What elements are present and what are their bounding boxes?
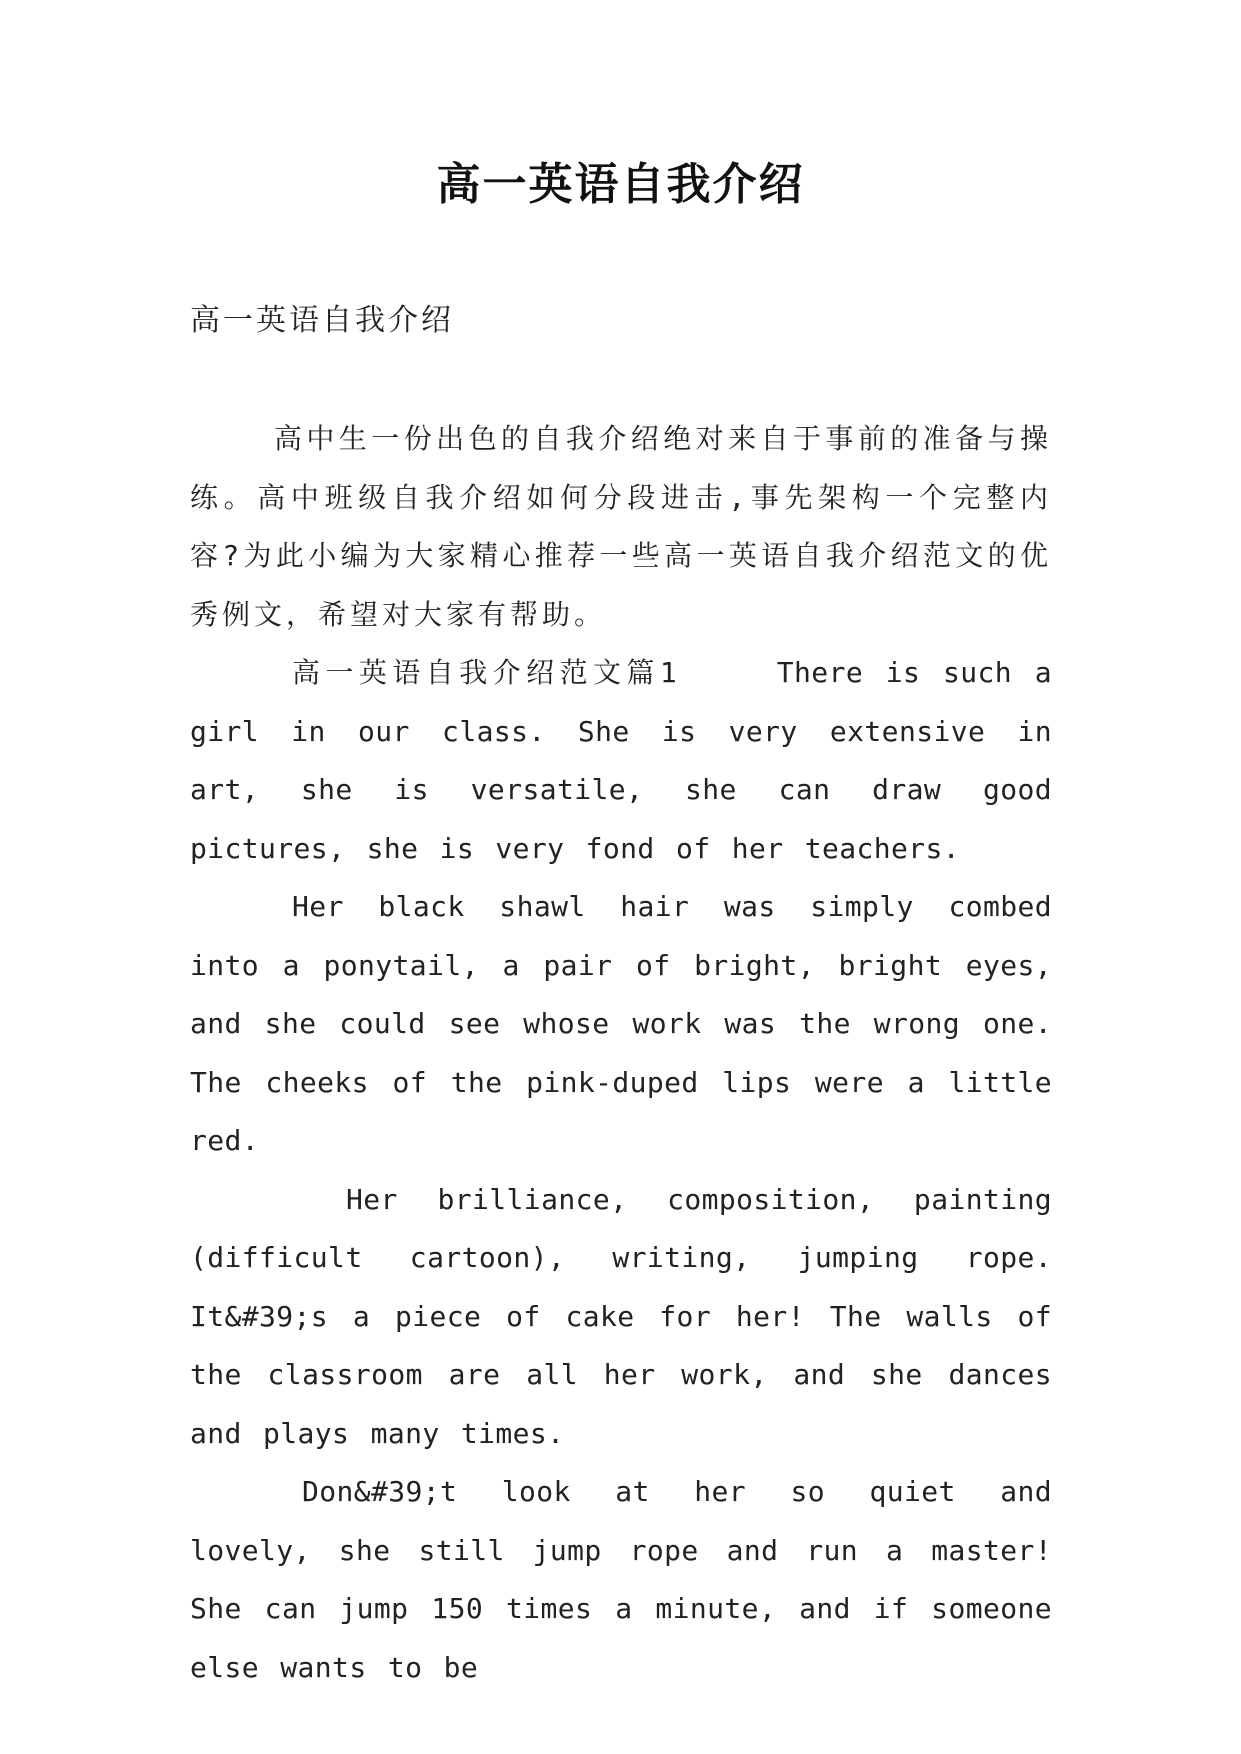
document-title: 高一英语自我介绍 xyxy=(436,159,805,210)
document-subtitle: 高一英语自我介绍 xyxy=(190,303,454,338)
body-paragraph-appearance: Her black shawl hair was simply combed into a ponytail, a pair of bright, bright eyes, and she could see whose work was the wrong one. The cheeks of the pink-duped lips were a little red. xyxy=(190,890,1052,1157)
body-paragraph-jump-rope: Don&#39;t look at her so quiet and lovely, she still jump rope and run a master! She can jump 150 times a minute, and if someone else wants to be xyxy=(190,1475,1052,1684)
section-1-paragraph xyxy=(190,644,1052,878)
intro-paragraph: 高中生一份出色的自我介绍绝对来自于事前的准备与操练。高中班级自我介绍如何分段进击,事先架构一个完整内容?为此小编为大家精心推荐一些高一英语自我介绍范文的优秀例文，希望对大家有帮助。 xyxy=(190,422,1052,631)
section-heading: 高一英语自我介绍范文篇1 xyxy=(292,656,681,689)
section-first-text: There is such a girl in our class. She is very extensive in art, she is versatile, she can draw good pictures, she is very fond of her teachers. xyxy=(190,656,1053,865)
body-paragraph-talents: Her brilliance, composition, painting (difficult cartoon), writing, jumping rope. It&#39;s a piece of cake for her! The walls of the classroom are all her work, and she dances and plays many times. xyxy=(190,1182,1052,1450)
document-body xyxy=(190,410,1052,1697)
